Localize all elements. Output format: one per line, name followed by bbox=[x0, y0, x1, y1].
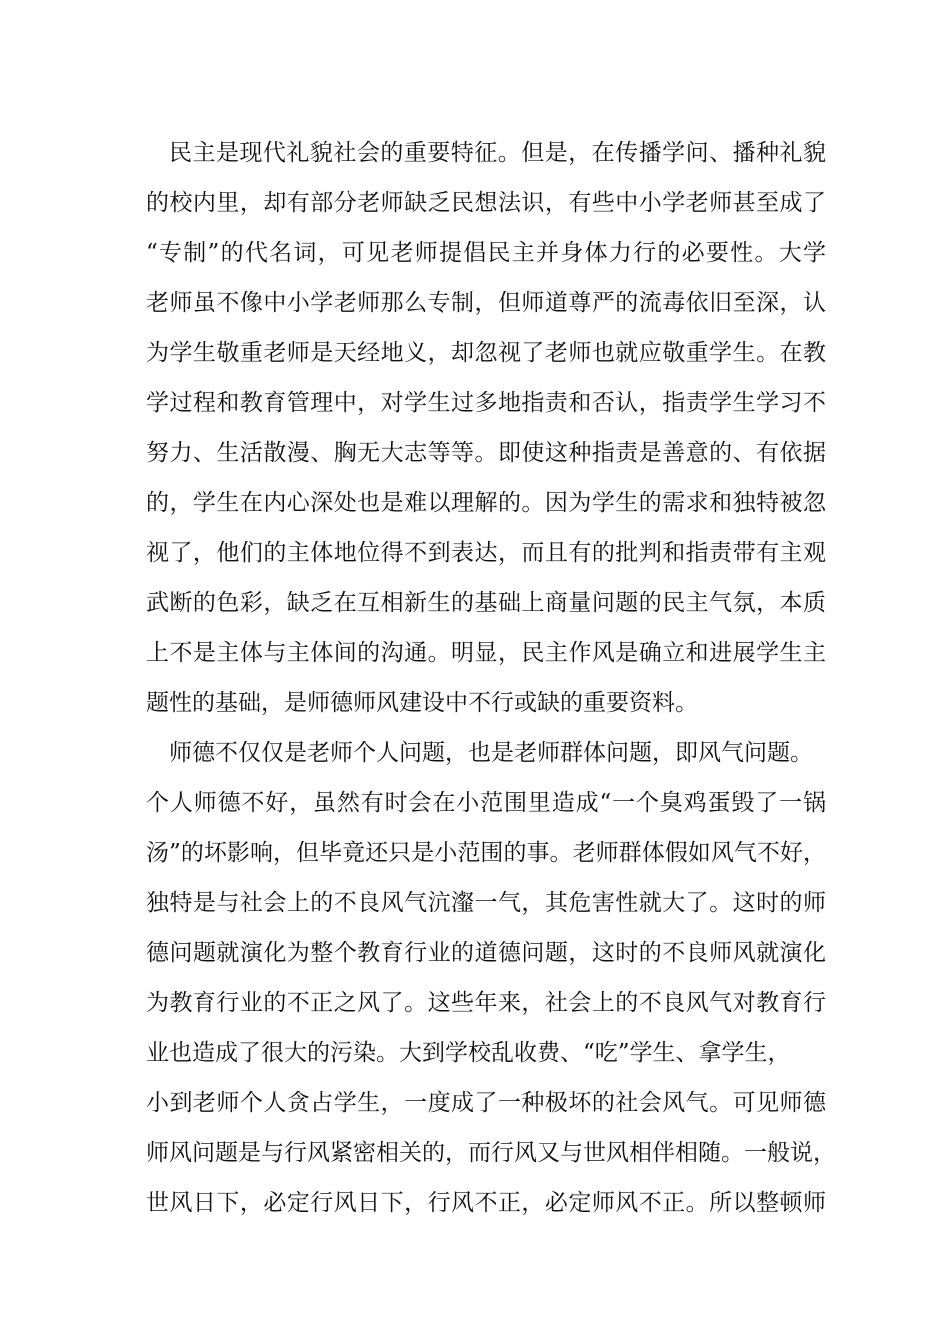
text-line: 的，学生在内心深处也是难以理解的。因为学生的需求和独特被忽 bbox=[146, 490, 826, 516]
text-line: 小到老师个人贪占学生，一度成了一种极坏的社会风气。可见师德 bbox=[146, 1090, 826, 1116]
text-line: 视了，他们的主体地位得不到表达，而且有的批判和指责带有主观 bbox=[146, 540, 826, 566]
text-line: 业也造成了很大的污染。大到学校乱收费、“吃”学生、拿学生， bbox=[146, 1040, 791, 1066]
text-line: 为教育行业的不正之风了。这些年来，社会上的不良风气对教育行 bbox=[146, 990, 826, 1016]
text-line: 师德不仅仅是老师个人问题，也是老师群体问题，即风气问题。 bbox=[169, 740, 813, 766]
text-line: 世风日下，必定行风日下，行风不正，必定师风不正。所以整顿师 bbox=[146, 1190, 826, 1216]
text-line: 师风问题是与行风紧密相关的，而行风又与世风相伴相随。一般说， bbox=[146, 1140, 836, 1166]
text-line: 汤”的坏影响，但毕竟还只是小范围的事。老师群体假如风气不好， bbox=[146, 840, 826, 866]
text-line: 民主是现代礼貌社会的重要特征。但是，在传播学问、播种礼貌 bbox=[169, 140, 826, 166]
text-line: 为学生敬重老师是天经地义，却忽视了老师也就应敬重学生。在教 bbox=[146, 340, 826, 366]
text-line: 独特是与社会上的不良风气沆瀣一气，其危害性就大了。这时的师 bbox=[146, 890, 826, 916]
text-line: 上不是主体与主体间的沟通。明显，民主作风是确立和进展学生主 bbox=[146, 640, 826, 666]
text-line: 武断的色彩，缺乏在互相新生的基础上商量问题的民主气氛，本质 bbox=[146, 590, 826, 616]
text-line: 的校内里，却有部分老师缺乏民想法识，有些中小学老师甚至成了 bbox=[146, 190, 826, 216]
body-text bbox=[146, 128, 836, 1228]
text-line: 学过程和教育管理中，对学生过多地指责和否认，指责学生学习不 bbox=[146, 390, 826, 416]
text-line: 德问题就演化为整个教育行业的道德问题，这时的不良师风就演化 bbox=[146, 940, 826, 966]
text-line: 努力、生活散漫、胸无大志等等。即使这种指责是善意的、有依据 bbox=[146, 440, 826, 466]
text-line: “专制”的代名词，可见老师提倡民主并身体力行的必要性。大学 bbox=[146, 240, 826, 266]
text-line: 个人师德不好，虽然有时会在小范围里造成“一个臭鸡蛋毁了一锅 bbox=[146, 790, 826, 816]
text-line: 老师虽不像中小学老师那么专制，但师道尊严的流毒依旧至深，认 bbox=[146, 290, 826, 316]
paragraph-1 bbox=[146, 128, 826, 728]
text-line: 题性的基础，是师德师风建设中不行或缺的重要资料。 bbox=[146, 690, 698, 716]
paragraph-2 bbox=[146, 728, 836, 1228]
